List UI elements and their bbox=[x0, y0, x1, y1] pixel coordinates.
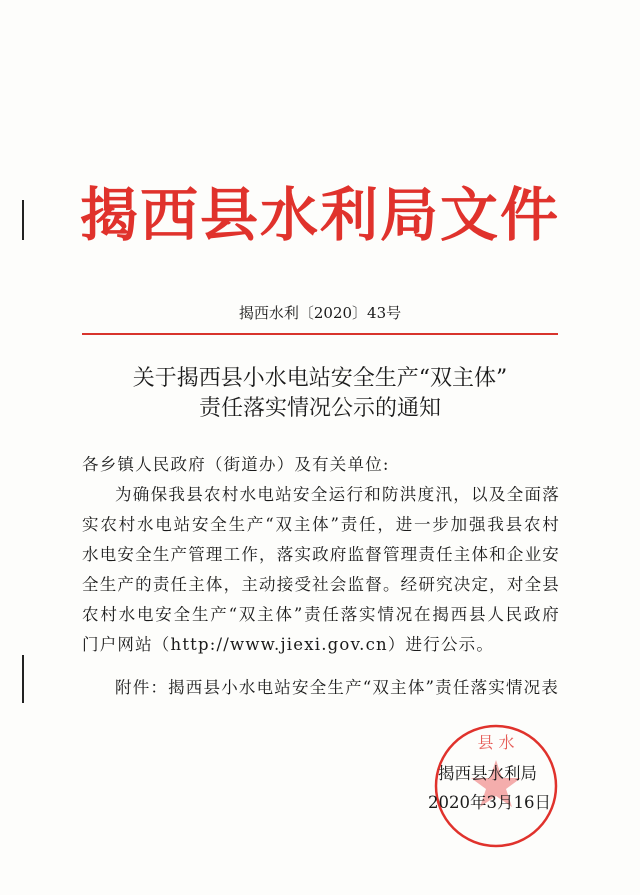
document-header: 揭西县水利局文件 bbox=[79, 181, 560, 249]
document-title-line1: 关于揭西县小水电站安全生产“双主体” bbox=[132, 366, 508, 391]
binding-mark bbox=[22, 655, 24, 703]
red-divider bbox=[82, 333, 558, 335]
signature-org: 揭西县水利局 bbox=[438, 764, 537, 783]
svg-text:县 水: 县 水 bbox=[477, 733, 515, 752]
salutation: 各乡镇人民政府（街道办）及有关单位: bbox=[82, 455, 390, 474]
body-paragraph: 为确保我县农村水电站安全运行和防洪度汛，以及全面落实农村水电站安全生产“双主体”责任，进一步加强我县农村水电安全生产管理工作，落实政府监督管理责任主体和企业安全生产的责任主体，主动接受社会监督。经研究决定，对全县农村水电安全生产“双主体”责任落实情况在揭西县人民政府门户网站（http://www.jiexi.gov.cn）进行公示。 bbox=[82, 485, 560, 654]
document-body bbox=[82, 450, 560, 660]
attachment-note: 附件：揭西县小水电站安全生产“双主体”责任落实情况表 bbox=[115, 678, 560, 697]
document-title-line2: 责任落实情况公示的通知 bbox=[198, 396, 441, 421]
signature-date: 2020年3月16日 bbox=[428, 793, 551, 812]
official-seal bbox=[432, 722, 560, 850]
document-number: 揭西水利〔2020〕43号 bbox=[238, 304, 402, 322]
